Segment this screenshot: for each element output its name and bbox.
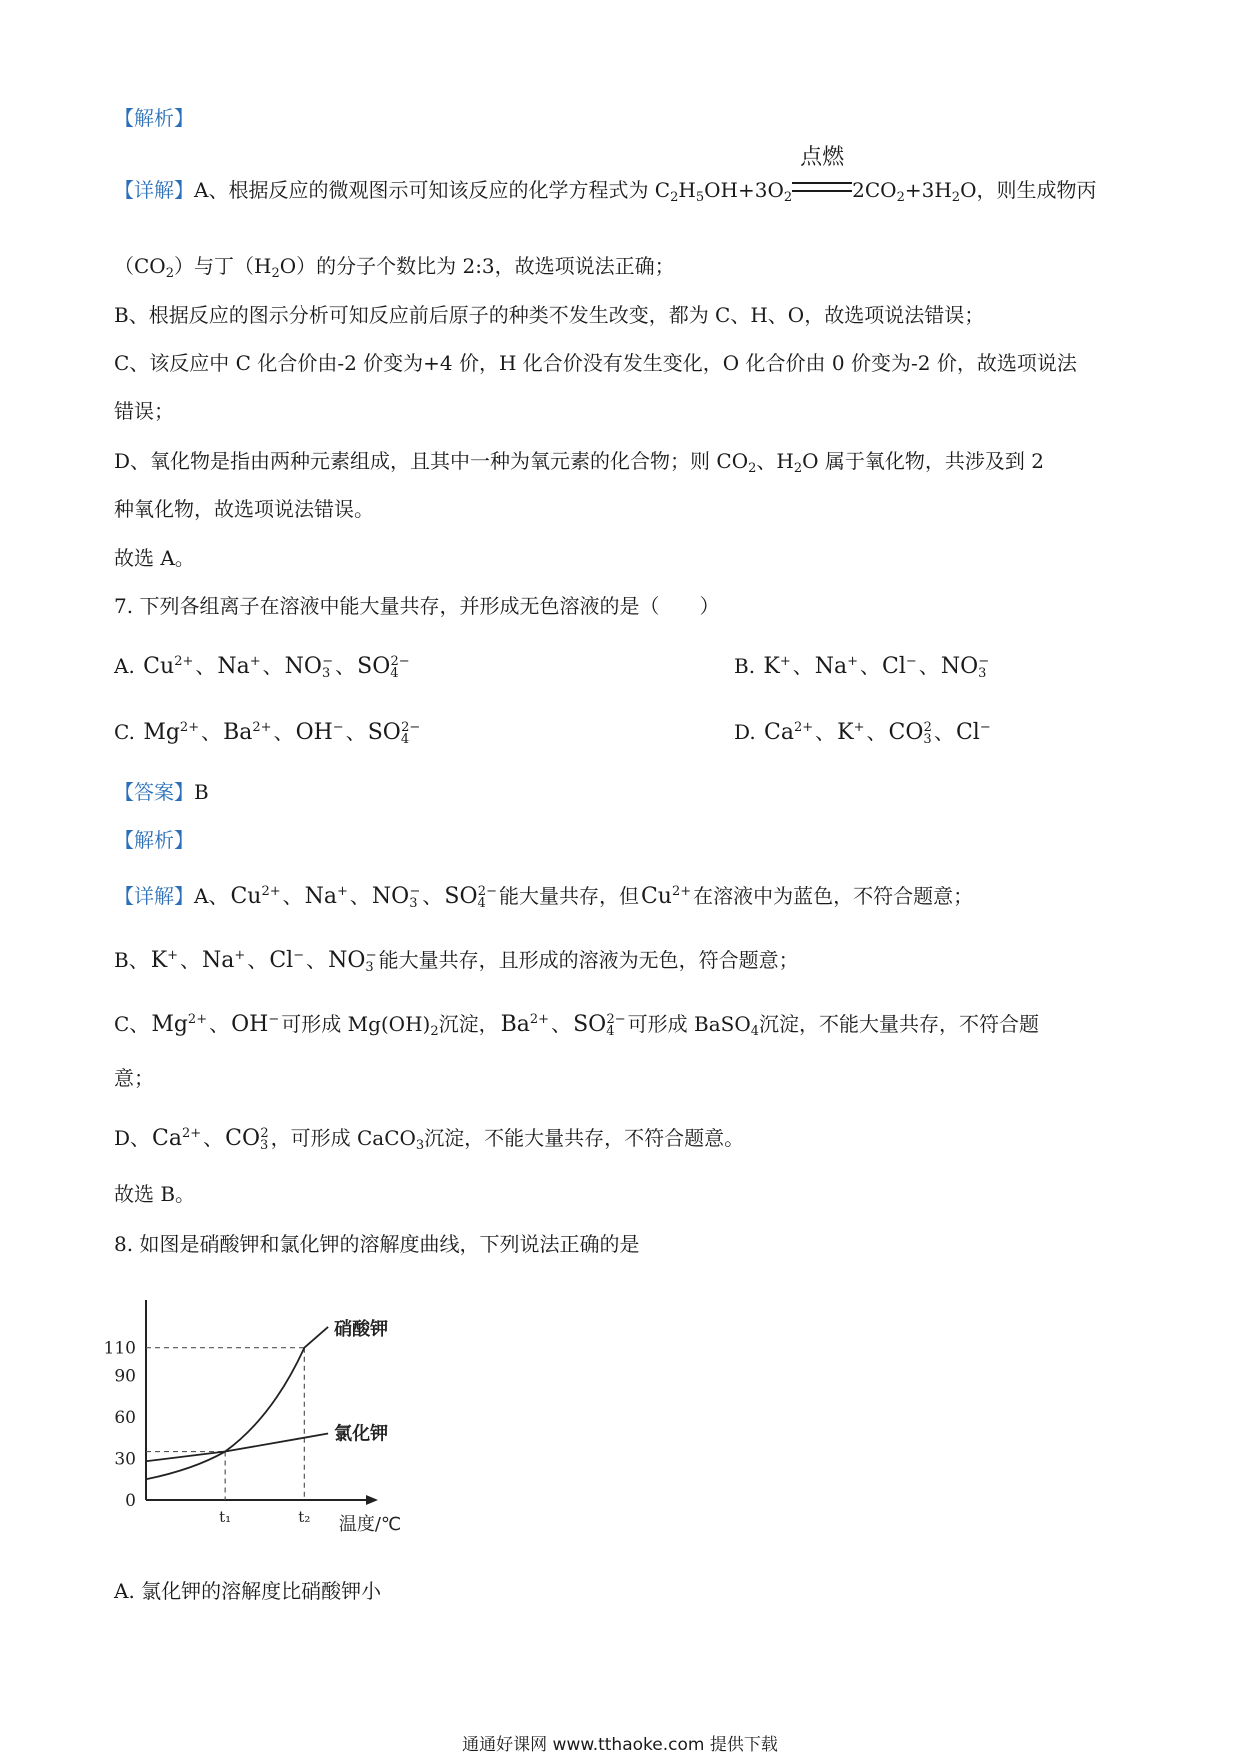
- series-label: 硝酸钾: [334, 1318, 389, 1340]
- series-line: [146, 1327, 328, 1479]
- x-tick-label: t₁: [219, 1508, 232, 1526]
- detail-tag: 【详解】: [114, 178, 194, 202]
- page-footer: 通通好课网 www.tthaoke.com 提供下载: [462, 1735, 778, 1755]
- question-7-final: 故选 B。: [114, 1182, 196, 1206]
- detail-line-d-cont: 种氧化物，故选项说法错误。: [114, 497, 374, 521]
- option-d-label: D.: [734, 720, 756, 744]
- solubility-chart-svg: [103, 1280, 410, 1540]
- y-tick-label: 90: [114, 1366, 136, 1387]
- question-7-options-ab: A. $Cu^{2+}$ 、Na+ 、$NO_3^-$ 、$SO_4^{2-}$ B. K+ 、Na+ 、Cl− 、$NO_3^-$: [114, 654, 990, 681]
- option-b-label: B.: [734, 654, 756, 678]
- x-axis-arrow: [366, 1495, 378, 1505]
- detail-line-d: D、氧化物是指由两种元素组成，且其中一种为氧元素的化合物；则 $CO_2$、$H_2O$ 属于氧化物，共涉及到 2: [114, 449, 1044, 476]
- detail-line-a-cont: $(CO_2)$与丁$(H_2O)$的分子个数比为 2:3，故选项说法正确；: [114, 254, 675, 281]
- y-tick-label: 60: [114, 1407, 136, 1428]
- answer-line: 故选 A。: [114, 546, 195, 570]
- reaction-arrow: [792, 145, 852, 204]
- y-tick-label: 110: [103, 1338, 136, 1359]
- question-7-detail-d: D、$Ca^{2+}$ 、$CO_3^2$ ，可形成 CaCO$_3$沉淀，不能大量共存，不符合题意。: [114, 1126, 745, 1153]
- question-7-stem: 7. 下列各组离子在溶液中能大量共存，并形成无色溶液的是（ ）: [114, 594, 720, 618]
- section-heading-analysis: 【解析】: [114, 106, 194, 130]
- question-7-options-cd: C. $Mg^{2+}$ 、$Ba^{2+}$ 、OH− 、$SO_4^{2-}$ D. $Ca^{2+}$ 、K+ 、$CO_3^2$ 、Cl−: [114, 720, 991, 747]
- option-c-label: C.: [114, 720, 135, 744]
- x-axis-label: 温度/℃: [338, 1514, 402, 1535]
- question-8-stem: 8. 如图是硝酸钾和氯化钾的溶解度曲线，下列说法正确的是: [114, 1232, 640, 1256]
- detail-line-c: C、该反应中 C 化合价由-2 价变为+4 价，H 化合价没有发生变化，O 化合价由 0 价变为-2 价，故选项说法: [114, 351, 1077, 375]
- question-7-detail-c: C、$Mg^{2+}$ 、OH− 可形成 $Mg(OH)_2$沉淀，$Ba^{2+}$ 、$SO_4^{2-}$ 可形成 BaSO$_4$沉淀，不能大量共存，不符合题: [114, 1012, 1039, 1039]
- solubility-chart: [103, 1280, 410, 1540]
- detail-line-c-cont: 错误；: [114, 399, 174, 423]
- question-7-detail-a: 【详解】A、$Cu^{2+}$ 、Na+ 、$NO_3^-$ 、$SO_4^{2-}$ 能大量共存，但$Cu^{2+}$ 在溶液中为蓝色，不符合题意；: [114, 884, 974, 911]
- y-tick-label: 30: [114, 1449, 136, 1470]
- series-line: [146, 1434, 328, 1462]
- question-7-answer: 【答案】B: [114, 780, 209, 804]
- question-7-detail-b: B、K+ 、Na+ 、Cl− 、$NO_3^-$ 能大量共存，且形成的溶液为无色，符合题意；: [114, 948, 799, 975]
- x-tick-label: t₂: [298, 1508, 311, 1526]
- option-a-label: A.: [114, 654, 135, 678]
- question-7-analysis-heading: 【解析】: [114, 828, 194, 852]
- detail-line-b: B、根据反应的图示分析可知反应前后原子的种类不发生改变，都为 C、H、O，故选项说法错误；: [114, 303, 985, 327]
- series-label: 氯化钾: [334, 1423, 389, 1445]
- question-7-detail-c-cont: 意；: [114, 1066, 154, 1090]
- reaction-condition: 点燃: [800, 145, 845, 170]
- y-tick-label: 0: [125, 1491, 136, 1511]
- question-8-option-a: A. 氯化钾的溶解度比硝酸钾小: [114, 1579, 382, 1603]
- detail-line-a: 【详解】A、根据反应的微观图示可知该反应的化学方程式为 $C_2H_5OH+3O_2$ 点燃 $2CO_2+3H_2O$，则生成物丙: [114, 145, 1097, 205]
